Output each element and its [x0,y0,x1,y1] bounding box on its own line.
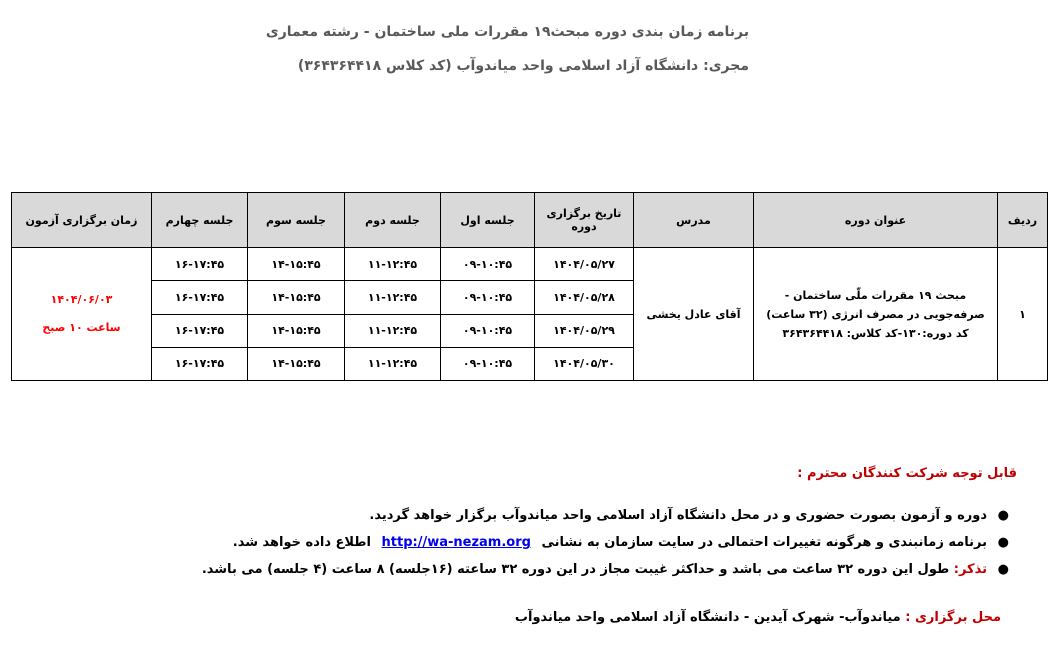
notice-list [201,502,1009,583]
session-4-time: ۱۶-۱۷:۴۵ [152,281,248,314]
bullet-icon: ● [997,508,1009,523]
schedule-table [11,192,1048,381]
session-1-time: ۰۹-۱۰:۴۵ [441,347,535,380]
course-code: کد دوره:۱۳۰-کد کلاس: ۳۶۴۳۶۴۴۱۸ [782,326,969,340]
venue [515,610,1001,625]
session-3-time: ۱۴-۱۵:۴۵ [248,248,345,281]
venue-label: محل برگزاری : [905,610,1001,625]
session-1-time: ۰۹-۱۰:۴۵ [441,314,535,347]
session-2-time: ۱۱-۱۲:۴۵ [345,248,441,281]
session-4-time: ۱۶-۱۷:۴۵ [152,347,248,380]
exam-time: ساعت ۱۰ صبح [42,321,121,334]
session-1-time: ۰۹-۱۰:۴۵ [441,248,535,281]
session-3-time: ۱۴-۱۵:۴۵ [248,347,345,380]
bullet-icon: ● [997,562,1009,577]
session-date: ۱۴۰۴/۰۵/۳۰ [535,347,634,380]
exam-date: ۱۴۰۴/۰۶/۰۳ [50,293,113,306]
list-item [202,502,1009,529]
session-2-time: ۱۱-۱۲:۴۵ [345,314,441,347]
table-header-row [12,193,1048,248]
session-date: ۱۴۰۴/۰۵/۲۹ [535,314,634,347]
list-item [202,529,1009,556]
header-session-4: جلسه چهارم [152,193,248,248]
page-title: برنامه زمان بندی دوره مبحث۱۹ مقررات ملی ساختمان - رشته معماری [265,24,749,40]
table-row [12,248,1048,281]
course-title-line: مبحث ۱۹ مقررات ملّی ساختمان - [784,288,967,302]
page-subtitle: مجری: دانشگاه آزاد اسلامی واحد میاندوآب (کد کلاس ۳۶۴۳۶۴۴۱۸) [297,58,749,74]
header-row-no: ردیف [998,193,1048,248]
notice-text: برنامه زمانبندی و هرگونه تغییرات احتمالی در سایت سازمان به نشانی [541,535,987,550]
session-4-time: ۱۶-۱۷:۴۵ [152,314,248,347]
session-1-time: ۰۹-۱۰:۴۵ [441,281,535,314]
session-date: ۱۴۰۴/۰۵/۲۸ [535,281,634,314]
session-2-time: ۱۱-۱۲:۴۵ [345,347,441,380]
header-date: تاریخ برگزاری دوره [535,193,634,248]
header-instructor: مدرس [634,193,754,248]
notice-heading: قابل توجه شرکت کنندگان محترم : [797,466,1017,481]
header-session-1: جلسه اول [441,193,535,248]
list-item [201,556,1009,583]
notice-text: طول این دوره ۳۲ ساعت می باشد و حداکثر غیبت مجاز در این دوره ۳۲ ساعته (۱۶جلسه) ۸ ساعت (۴ جلسه) می باشد. [201,562,950,577]
session-4-time: ۱۶-۱۷:۴۵ [152,248,248,281]
exam-schedule [12,248,152,381]
website-link[interactable]: http://wa-nezam.org [381,535,531,550]
reminder-label: تذکر: [953,562,987,577]
instructor-name: آقای عادل یخشی [634,248,754,381]
bullet-icon: ● [997,535,1009,550]
notice-text: دوره و آزمون بصورت حضوری و در محل دانشگاه آزاد اسلامی واحد میاندوآب برگزار خواهد گردید. [369,508,987,523]
header-exam: زمان برگزاری آزمون [12,193,152,248]
session-3-time: ۱۴-۱۵:۴۵ [248,314,345,347]
header-session-2: جلسه دوم [345,193,441,248]
header-session-3: جلسه سوم [248,193,345,248]
session-2-time: ۱۱-۱۲:۴۵ [345,281,441,314]
venue-text: میاندوآب- شهرک آیدین - دانشگاه آزاد اسلامی واحد میاندوآب [514,610,901,625]
session-3-time: ۱۴-۱۵:۴۵ [248,281,345,314]
header-course: عنوان دوره [754,193,998,248]
notice-text: اطلاع داده خواهد شد. [232,535,371,550]
session-date: ۱۴۰۴/۰۵/۲۷ [535,248,634,281]
course-title [754,248,998,381]
row-number: ۱ [998,248,1048,381]
course-title-line: صرفه‌جویی در مصرف انرژی (۳۲ ساعت) [766,307,985,321]
